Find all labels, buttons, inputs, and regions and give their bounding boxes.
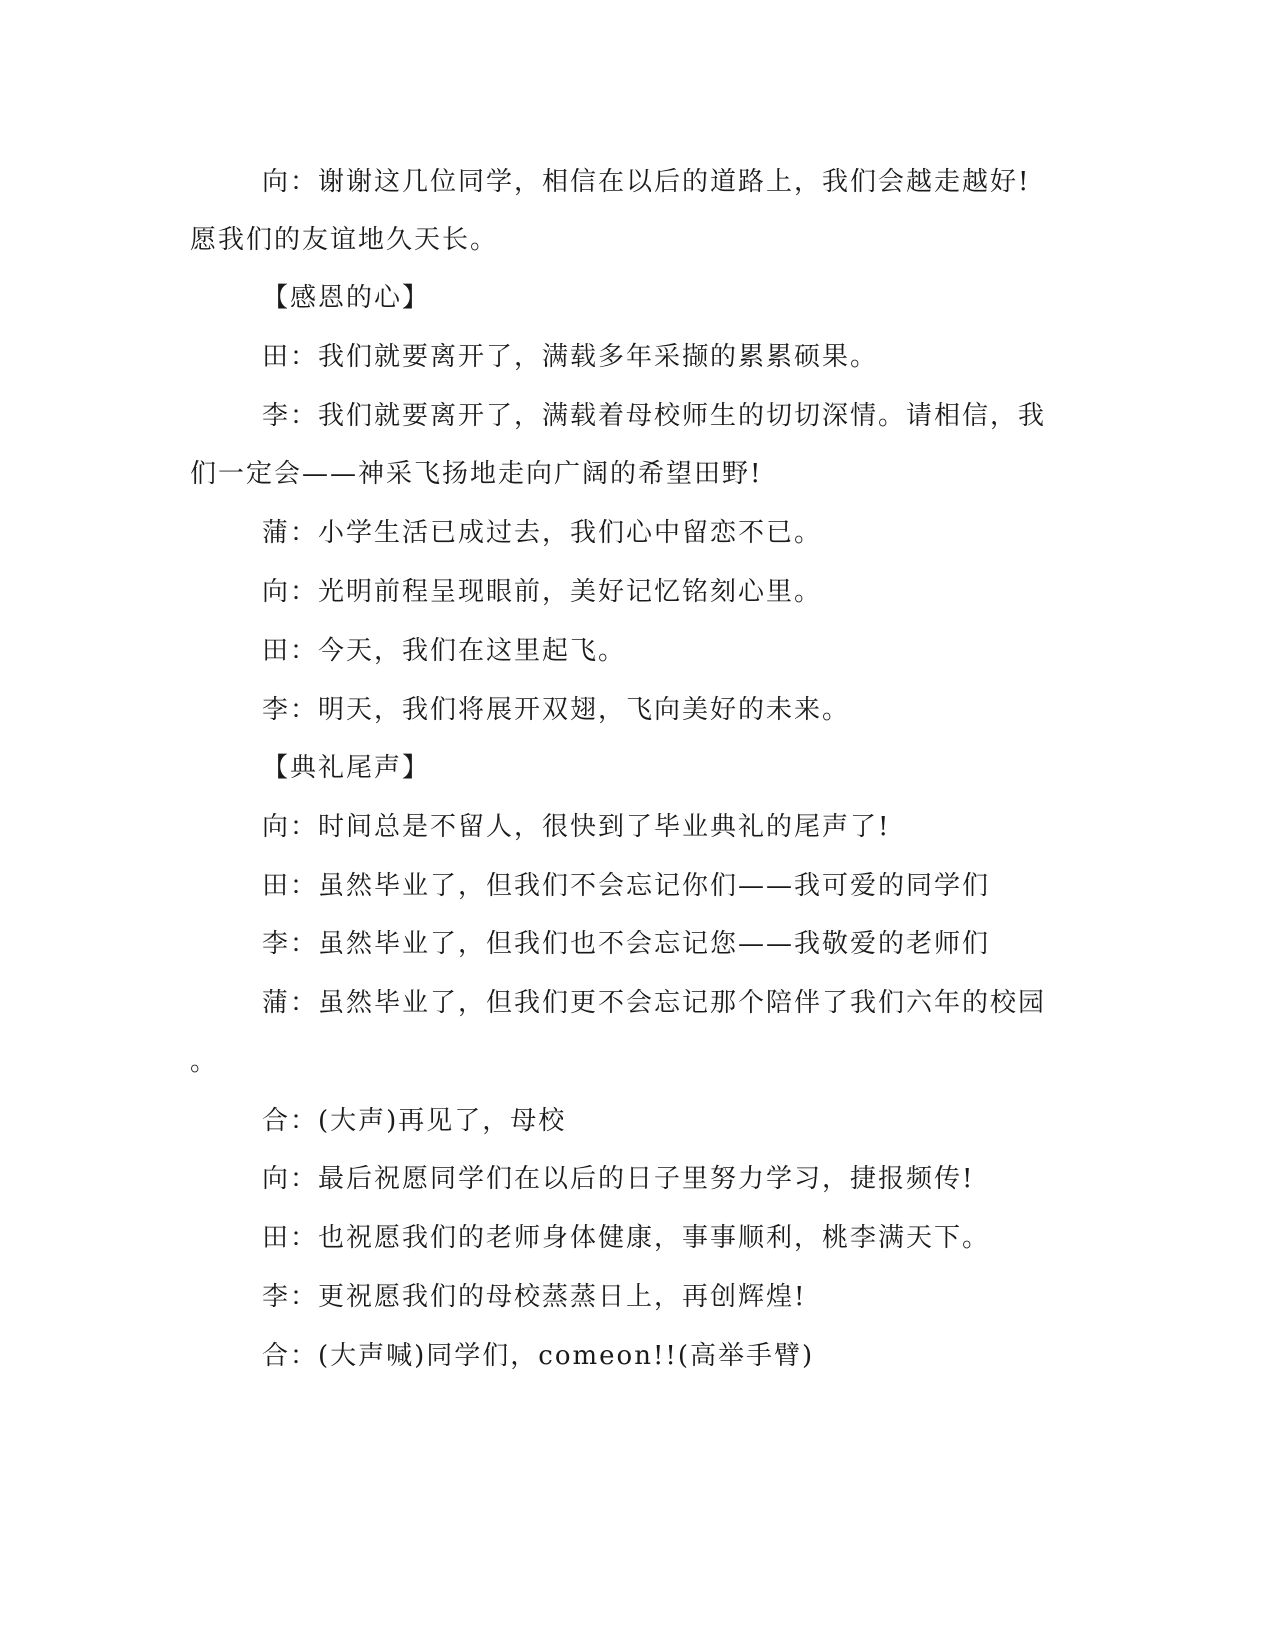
paragraph-line: 合：(大声喊)同学们，comeon!!(高举手臂) — [262, 1341, 815, 1371]
paragraph-line: 田：虽然毕业了，但我们不会忘记你们——我可爱的同学们 — [262, 871, 991, 901]
paragraph-line: 田：今天，我们在这里起飞。 — [262, 636, 627, 666]
paragraph-line: 向：最后祝愿同学们在以后的日子里努力学习，捷报频传! — [262, 1164, 975, 1194]
paragraph-line: 蒲：虽然毕业了，但我们更不会忘记那个陪伴了我们六年的校园 — [262, 988, 1047, 1018]
paragraph-line: 田：我们就要离开了，满载多年采撷的累累硕果。 — [262, 342, 879, 372]
paragraph-line: 合：(大声)再见了，母校 — [262, 1106, 567, 1136]
paragraph-line: 。 — [190, 1047, 219, 1077]
paragraph-line: 李：明天，我们将展开双翅，飞向美好的未来。 — [262, 695, 851, 725]
section-heading: 【感恩的心】 — [262, 283, 431, 313]
paragraph-line: 蒲：小学生活已成过去，我们心中留恋不已。 — [262, 518, 823, 548]
paragraph-line: 田：也祝愿我们的老师身体健康，事事顺利，桃李满天下。 — [262, 1223, 991, 1253]
paragraph-line: 愿我们的友谊地久天长。 — [190, 225, 499, 255]
paragraph-line: 李：更祝愿我们的母校蒸蒸日上，再创辉煌! — [262, 1282, 807, 1312]
paragraph-line: 李：虽然毕业了，但我们也不会忘记您——我敬爱的老师们 — [262, 929, 991, 959]
paragraph-line: 们一定会——神采飞扬地走向广阔的希望田野! — [190, 459, 763, 489]
paragraph-line: 向：时间总是不留人，很快到了毕业典礼的尾声了! — [262, 812, 891, 842]
paragraph-line: 李：我们就要离开了，满载着母校师生的切切深情。请相信，我 — [262, 401, 1047, 431]
paragraph-line: 向：谢谢这几位同学，相信在以后的道路上，我们会越走越好! — [262, 167, 1031, 197]
paragraph-line: 向：光明前程呈现眼前，美好记忆铭刻心里。 — [262, 577, 823, 607]
section-heading: 【典礼尾声】 — [262, 753, 431, 783]
